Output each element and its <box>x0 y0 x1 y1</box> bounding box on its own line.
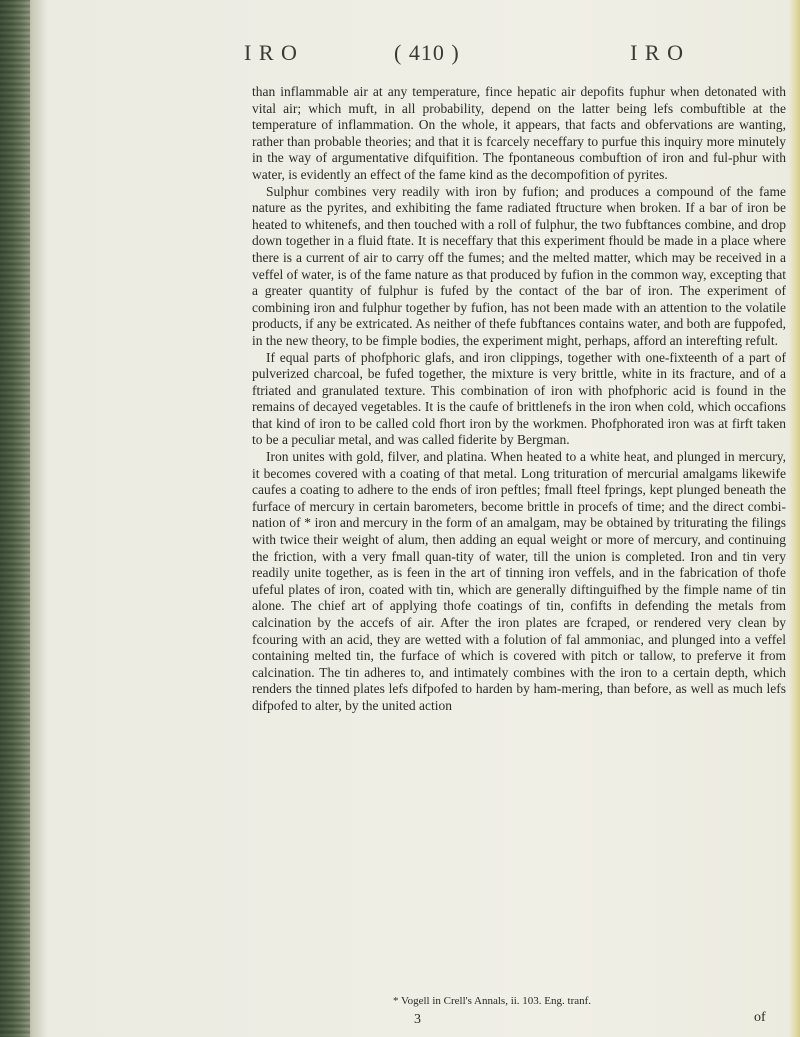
page-number: ( 410 ) <box>394 40 460 65</box>
signature-mark: 3 <box>414 1012 421 1027</box>
page-right-edge <box>788 0 800 1037</box>
body-text <box>252 84 786 715</box>
footnote <box>0 995 800 1011</box>
paragraph-4: Iron unites with gold, filver, and platina. When heated to a white heat, and plunged in mercury, it becomes covered with a coating of that metal. Long trituration of mercurial amalgams likewife caufes a coating to adhere to the ends of iron peftles; fmall fteel fprings, kept plunged beneath the furface of mercury in certain barometers, become brittle in procefs of time; and the direct combi-nation of * iron and mercury in the form of an amalgam, may be obtained by triturating the filings with twice their weight of alum, then adding an equal weight or more of mercury, and continuing the friction, with a very fmall quan-tity of water, till the union is completed. Iron and tin very readily unite together, as is feen in the art of tinning iron veffels, and in the fabrication of thofe ufeful plates of iron, coated with tin, which are generally diftinguifhed by the fimple name of tin alone. The chief art of applying thofe coatings of tin, confifts in defending the metals from calcination by the accefs of air. After the iron plates are fcraped, or rendered very clean by fcouring with an acid, they are wetted with a folution of fal ammoniac, and plunged into a veffel containing melted tin, the furface of which is covered with pitch or tallow, to preferve it from calcination. The tin adheres to, and intimately combines with the iron to a certain depth, which renders the tinned plates lefs difpofed to harden by ham-mering, than before, as well as much lefs difpofed to alter, by the united action <box>252 449 786 713</box>
book-spine-edge <box>0 0 30 1037</box>
footnote-text: * Vogell in Crell's Annals, ii. 103. Eng. tranf. <box>393 995 592 1007</box>
paragraph-1: than inflammable air at any temperature, fince hepatic air depofits fuphur when detonated with vital air; which muft, in all probability, depend on the latter being lefs combuftible at the temperature of inflammation. On the whole, it appears, that facts and obfervations are wanting, rather than probable theories; and that it is fcarcely neceffary to purfue this inquiry more minutely in the way of argumentative difquifition. The fpontaneous combuftion of iron and ful-phur with water, is evidently an effect of the fame kind as the decompofition of pyrites. <box>252 84 786 182</box>
running-header <box>244 40 684 72</box>
paragraph-2: Sulphur combines very readily with iron by fufion; and produces a compound of the fame nature as the pyrites, and exhibiting the fame radiated ftructure when broken. If a bar of iron be heated to whitenefs, and then touched with a roll of fulphur, the two fubftances combine, and drop down together in a fluid ftate. It is neceffary that this experiment fhould be made in a place where there is a current of air to carry off the fumes; and the melted matter, which may be received in a veffel of water, is of the fame nature as that produced by fufion in the common way, excepting that a greater quantity of fulphur is fufed by the contact of the bar of iron. The experiment of combining iron and fulphur together by fufion, has not been made with an attention to the volatile products, if any be extricated. As neither of thefe fubftances contains water, and both are fuppofed, in the new theory, to be fimple bodies, the experiment might, perhaps, afford an interefting refult. <box>252 183 786 348</box>
catchword: of <box>754 1010 766 1025</box>
header-right-word: I R O <box>630 40 684 65</box>
paragraph-3: If equal parts of phofphoric glafs, and iron clippings, together with one-fixteenth of a part of pulverized charcoal, be fufed together, the mixture is very brittle, white in its fracture, and of a ftriated and granulated texture. This combination of iron with phofphoric acid is found in the remains of decayed vegetables. It is the caufe of brittlenefs in the iron when cold, which occafions that kind of iron to be called cold fhort iron by the workmen. Phofphorated iron was at firft taken to be a peculiar metal, and was called fiderite by Bergman. <box>252 349 786 448</box>
header-left-word: I R O <box>244 40 298 65</box>
